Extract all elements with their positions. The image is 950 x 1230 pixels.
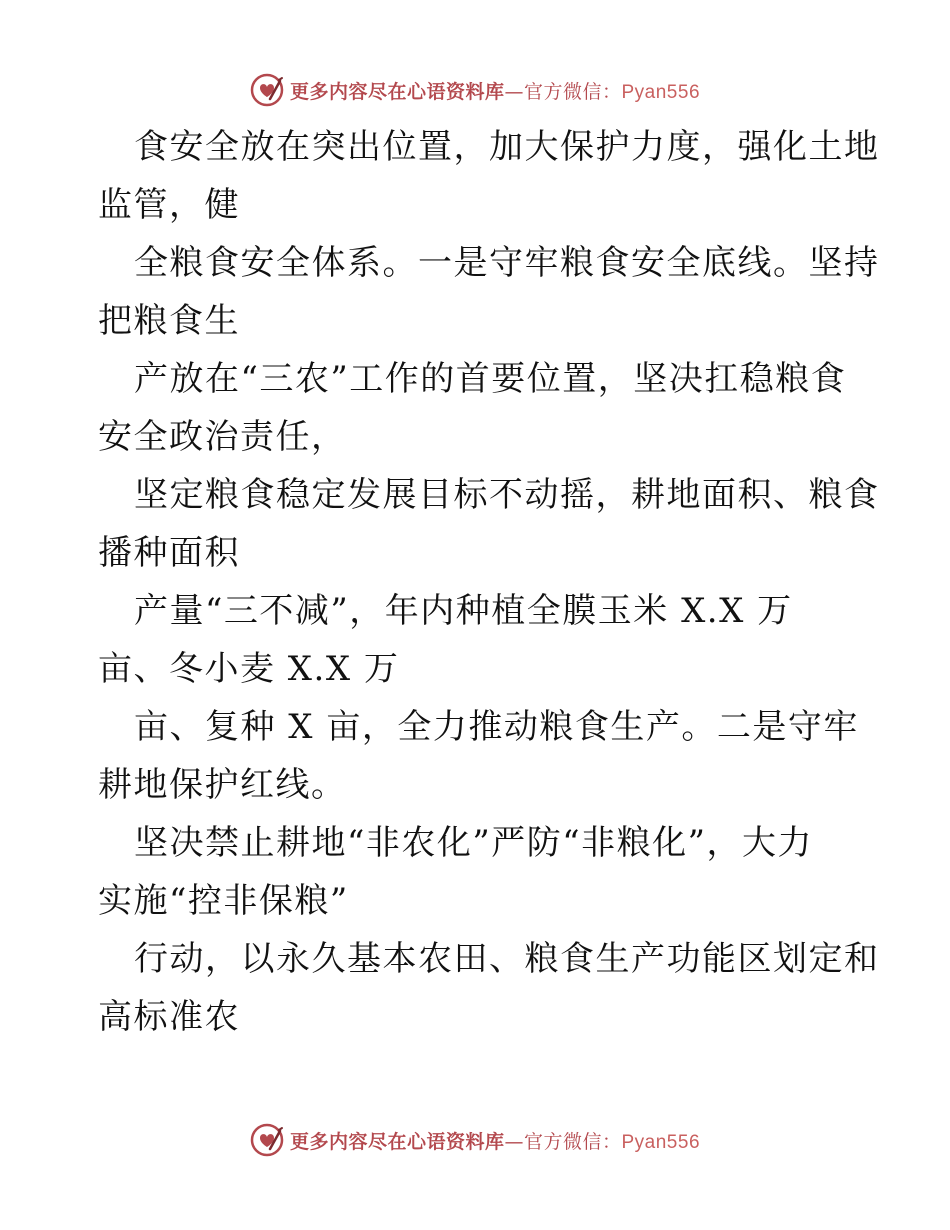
heart-pen-logo-icon	[250, 1123, 284, 1157]
body-text	[98, 118, 880, 1046]
text-line: 播种面积	[98, 533, 240, 573]
text-line: 全粮食安全体系。一是守牢粮食安全底线。坚持	[134, 243, 880, 283]
watermark-wechat-label: 官方微信：	[523, 1130, 622, 1153]
text-line: 食安全放在突出位置，加大保护力度，强化土地	[134, 127, 880, 167]
text-line: 安全政治责任，	[98, 417, 347, 457]
text-line: 实施“控非保粮”	[98, 881, 349, 921]
watermark-wechat-label: 官方微信：	[523, 80, 622, 103]
text-line: 亩、复种 X 亩，全力推动粮食生产。二是守牢	[134, 707, 859, 747]
text-line: 行动，以永久基本农田、粮食生产功能区划定和	[134, 939, 880, 979]
text-line: 耕地保护红线。	[98, 765, 347, 805]
footer-watermark	[0, 1120, 950, 1160]
heart-pen-logo-icon	[250, 73, 284, 107]
watermark-text	[290, 77, 700, 104]
watermark-wechat-id: Pyan556	[621, 1131, 701, 1153]
text-line: 产放在“三农”工作的首要位置，坚决扛稳粮食	[134, 359, 847, 399]
watermark-text	[290, 1127, 700, 1154]
watermark-dash: —	[504, 80, 524, 103]
text-line: 把粮食生	[98, 301, 240, 341]
text-line: 亩、冬小麦 X.X 万	[98, 649, 400, 689]
watermark-site-text: 更多内容尽在心语资料库	[289, 1130, 505, 1153]
text-line: 坚定粮食稳定发展目标不动摇，耕地面积、粮食	[134, 475, 880, 515]
header-watermark	[0, 70, 950, 110]
text-line: 产量“三不减”，年内种植全膜玉米 X.X 万	[134, 591, 793, 631]
text-line: 坚决禁止耕地“非农化”严防“非粮化”，大力	[134, 823, 814, 863]
text-line: 高标准农	[98, 997, 240, 1037]
watermark-site-text: 更多内容尽在心语资料库	[289, 80, 505, 103]
watermark-dash: —	[504, 1130, 524, 1153]
text-line: 监管，健	[98, 185, 240, 225]
watermark-wechat-id: Pyan556	[621, 81, 701, 103]
